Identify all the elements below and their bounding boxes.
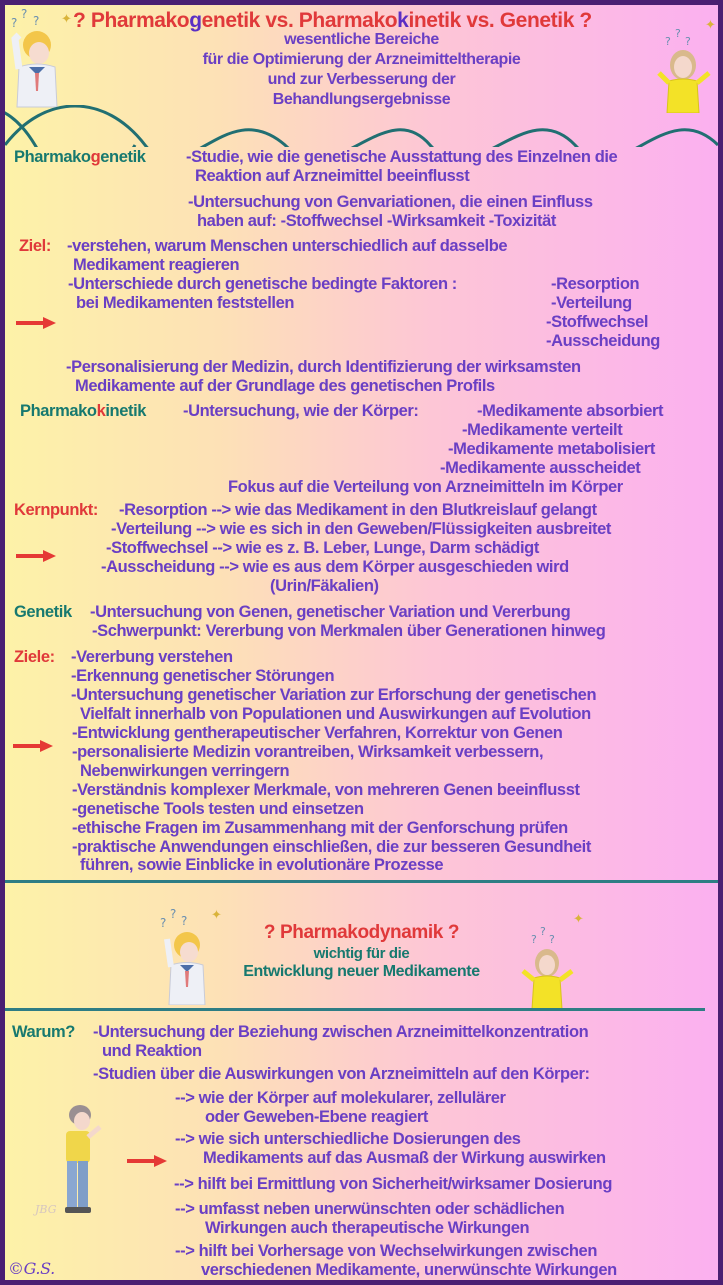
standing-boy-illustration [60,1103,110,1218]
svg-text:?: ? [665,35,671,48]
text-line: -Schwerpunkt: Vererbung von Merkmalen über Generationen hinweg [92,622,606,640]
goal-line: -Entwicklung gentherapeutischer Verfahren, Korrektur von Genen [72,724,563,742]
label-part: enetik [100,148,146,166]
confused-girl-illustration [517,923,577,1009]
title-highlight-g: g [189,9,202,32]
red-right-arrow-icon [16,550,56,562]
text-line: Reaktion auf Arzneimittel beeinflusst [195,167,470,185]
text-line: -Untersuchung von Genen, genetischer Variation und Vererbung [90,603,571,621]
section-label-genetik: Genetik [14,603,72,621]
text-line: -Resorption --> wie das Medikament in den Blutkreislauf gelangt [119,501,597,519]
svg-text:?: ? [540,925,546,938]
goal-line: -Untersuchung genetischer Variation zur Erforschung der genetischen [71,686,597,704]
text-line: -Ausscheidung --> wie es aus dem Körper ausgeschieden wird [101,558,569,576]
section-label-pharmakokinetik [20,402,146,421]
title-highlight-k: k [397,9,409,32]
svg-text:?: ? [685,35,691,48]
text-line: -verstehen, warum Menschen unterschiedlich auf dasselbe [67,237,508,255]
text-line: (Urin/Fäkalien) [270,577,379,595]
title-part: ? Pharmako [73,9,190,32]
sparkle-icon: ✦ [573,911,584,926]
svg-text:?: ? [181,914,188,928]
wave-divider [5,105,718,147]
svg-text:?: ? [160,916,167,930]
pk-item: -Medikamente ausscheidet [440,459,641,477]
main-title [73,9,592,33]
factor-item: -Ausscheidung [546,332,660,350]
red-right-arrow-icon [16,317,56,329]
text-line: -Untersuchung der Beziehung zwischen Arzneimittelkonzentration [93,1023,589,1041]
artist-watermark: JBG [35,1203,57,1216]
subtitle-line: für die Optimierung der Arzneimitteltherapie [202,51,521,68]
label-part: Pharmako [20,402,97,420]
confused-boy-illustration [7,5,67,110]
sparkle-icon: ✦ [61,11,72,26]
subtitle-line: wesentliche Bereiche [284,31,439,48]
section-label-pharmakogenetik [14,148,146,167]
text-line: -Stoffwechsel --> wie es z. B. Leber, Lunge, Darm schädigt [106,539,539,557]
point-line: Medikaments auf das Ausmaß der Wirkung auswirken [203,1149,606,1167]
goal-line: -Vererbung verstehen [71,648,233,666]
svg-text:?: ? [531,933,537,946]
goal-line: -praktische Anwendungen einschließen, die zur besseren Gesundheit [72,838,591,856]
label-highlight: k [96,402,106,420]
sparkle-icon: ✦ [211,907,222,922]
point-line: oder Geweben-Ebene reagiert [205,1108,429,1126]
section-divider [5,880,718,883]
svg-text:?: ? [21,7,28,21]
svg-text:?: ? [675,27,681,40]
svg-text:?: ? [549,933,555,946]
copyright: ©G.S. [8,1259,55,1278]
text-line: -Studie, wie die genetische Ausstattung des Einzelnen die [186,148,618,166]
factor-item: -Verteilung [551,294,632,312]
text-line: -Untersuchung von Genvariationen, die einen Einfluss [188,193,593,211]
goal-line: Vielfalt innerhalb von Populationen und Auswirkungen auf Evolution [80,705,591,723]
svg-text:?: ? [170,907,177,921]
pk-item: -Medikamente metabolisiert [448,440,655,458]
point-line: --> hilft bei Ermittlung von Sicherheit/wirksamer Dosierung [174,1175,613,1193]
infographic-card [5,5,718,1280]
point-line: Wirkungen auch therapeutische Wirkungen [205,1219,530,1237]
label-highlight: g [90,148,101,166]
pk-item: -Medikamente absorbiert [477,402,664,420]
pharmakodynamik-subtitle: Entwicklung neuer Medikamente [243,963,480,980]
goal-line: -ethische Fragen im Zusammenhang mit der Genforschung prüfen [72,819,568,837]
red-right-arrow-icon [13,740,53,752]
goal-line: -personalisierte Medizin vorantreiben, Wirksamkeit verbessern, [72,743,544,761]
red-right-arrow-icon [127,1155,167,1167]
text-line: -Unterschiede durch genetische bedingte Faktoren : [68,275,457,293]
point-line: --> wie sich unterschiedliche Dosierungen des [175,1130,521,1148]
confused-girl-illustration [655,23,715,113]
warum-label: Warum? [12,1023,75,1041]
text-line: -Untersuchung, wie der Körper: [183,402,419,420]
focus-line: Fokus auf die Verteilung von Arzneimitteln im Körper [228,478,623,496]
text-line: -Verteilung --> wie es sich in den Geweben/Flüssigkeiten ausbreitet [111,520,611,538]
title-part: enetik vs. Pharmako [201,9,398,32]
section-divider [5,1008,705,1011]
text-line: und Reaktion [102,1042,202,1060]
pharmakodynamik-subtitle: wichtig für die [313,945,410,962]
label-part: Pharmako [14,148,91,166]
text-line: Medikamente auf der Grundlage des genetischen Profils [75,377,495,395]
pk-item: -Medikamente verteilt [462,421,623,439]
text-line: haben auf: -Stoffwechsel -Wirksamkeit -Toxizität [197,212,556,230]
svg-text:?: ? [11,16,18,30]
goal-line: -genetische Tools testen und einsetzen [72,800,364,818]
goal-line: Nebenwirkungen verringern [80,762,290,780]
goal-line: führen, sowie Einblicke in evolutionäre Prozesse [80,856,444,874]
point-line: verschiedenen Medikamente, unerwünschte Wirkungen [201,1261,617,1279]
point-line: --> hilft bei Vorhersage von Wechselwirkungen zwischen [175,1242,598,1260]
sparkle-icon: ✦ [705,17,716,32]
svg-text:?: ? [33,14,40,28]
ziel-label: Ziel: [19,237,51,255]
pharmakodynamik-title: ? Pharmakodynamik ? [263,922,460,943]
subtitle-line: Behandlungsergebnisse [272,91,451,108]
factor-item: -Resorption [551,275,640,293]
text-line: bei Medikamenten feststellen [76,294,295,312]
goal-line: -Verständnis komplexer Merkmale, von mehreren Genen beeinflusst [72,781,580,799]
text-line: -Personalisierung der Medizin, durch Identifizierung der wirksamsten [66,358,581,376]
ziele-label: Ziele: [14,648,55,666]
kernpunkt-label: Kernpunkt: [14,501,98,519]
goal-line: -Erkennung genetischer Störungen [71,667,335,685]
point-line: --> wie der Körper auf molekularer, zellulärer [175,1089,506,1107]
factor-item: -Stoffwechsel [546,313,649,331]
text-line: Medikament reagieren [73,256,240,274]
subtitle-line: und zur Verbesserung der [267,71,456,88]
label-part: inetik [105,402,147,420]
point-line: --> umfasst neben unerwünschten oder schädlichen [175,1200,565,1218]
text-line: -Studien über die Auswirkungen von Arzneimitteln auf den Körper: [93,1065,590,1083]
title-part: inetik vs. Genetik ? [408,9,592,32]
